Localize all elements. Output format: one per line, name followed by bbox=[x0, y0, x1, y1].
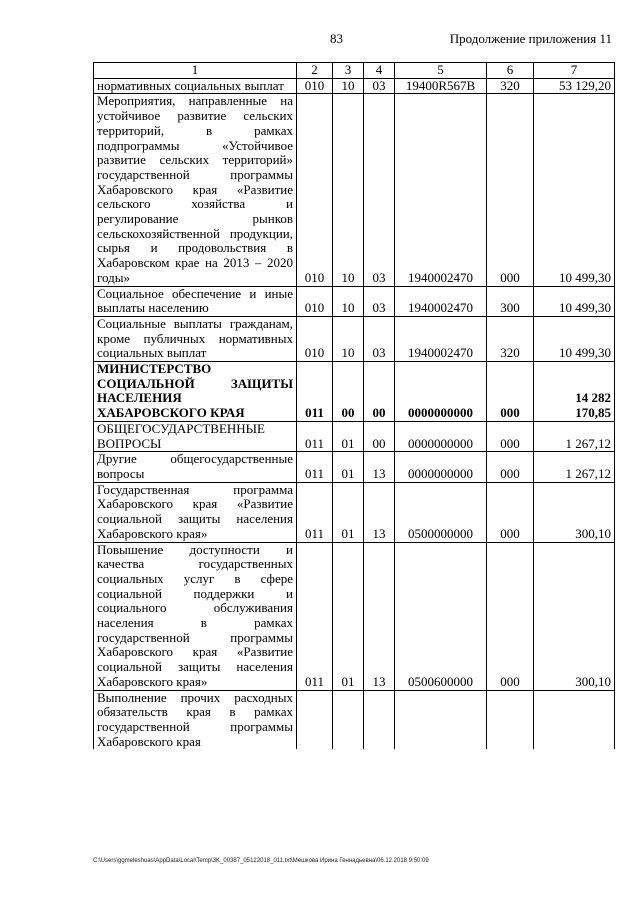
row-section: 01 bbox=[333, 452, 364, 482]
row-ministry-code: 010 bbox=[297, 78, 333, 94]
row-amount: 1 267,12 bbox=[534, 452, 615, 482]
row-ministry-code: 011 bbox=[297, 542, 333, 690]
row-target-article: 1940002470 bbox=[395, 286, 487, 316]
row-section: 10 bbox=[333, 286, 364, 316]
row-target-article: 1940002470 bbox=[395, 316, 487, 361]
file-path-footer: C:\Users\ggmeleshuas\AppData\Local\Temp\3K_00387_05122018_011.txt\Мешкова Ирина Геннадьевна\06.12.2018 9:50:09 bbox=[93, 858, 429, 864]
row-subsection: 13 bbox=[364, 482, 395, 542]
table-header-row bbox=[94, 63, 615, 79]
row-subsection: 03 bbox=[364, 286, 395, 316]
table-row bbox=[94, 78, 615, 94]
table-row bbox=[94, 94, 615, 286]
row-name: Другие общегосударственные вопросы bbox=[94, 452, 297, 482]
row-expense-type: 320 bbox=[487, 316, 534, 361]
row-expense-type: 000 bbox=[487, 94, 534, 286]
row-subsection: 03 bbox=[364, 94, 395, 286]
row-section: 01 bbox=[333, 421, 364, 451]
table-row bbox=[94, 482, 615, 542]
column-header: 3 bbox=[333, 63, 364, 79]
row-subsection: 13 bbox=[364, 452, 395, 482]
row-subsection bbox=[364, 690, 395, 749]
row-target-article bbox=[395, 690, 487, 749]
table-row bbox=[94, 452, 615, 482]
row-ministry-code: 010 bbox=[297, 286, 333, 316]
row-subsection: 03 bbox=[364, 316, 395, 361]
row-ministry-code: 011 bbox=[297, 421, 333, 451]
row-amount: 10 499,30 bbox=[534, 316, 615, 361]
row-name: Государственная программа Хабаровского края «Развитие социальной защиты населения Хабаровского края» bbox=[94, 482, 297, 542]
row-target-article: 0000000000 bbox=[395, 362, 487, 422]
row-expense-type: 000 bbox=[487, 421, 534, 451]
row-subsection: 13 bbox=[364, 542, 395, 690]
continuation-title: Продолжение приложения 11 bbox=[449, 31, 612, 46]
column-header: 5 bbox=[395, 63, 487, 79]
row-subsection: 03 bbox=[364, 78, 395, 94]
column-header: 4 bbox=[364, 63, 395, 79]
row-amount: 10 499,30 bbox=[534, 286, 615, 316]
row-target-article: 0500000000 bbox=[395, 482, 487, 542]
row-amount: 10 499,30 bbox=[534, 94, 615, 286]
row-section: 10 bbox=[333, 316, 364, 361]
row-name: нормативных социальных выплат bbox=[94, 78, 297, 94]
row-expense-type: 300 bbox=[487, 286, 534, 316]
row-name: МИНИСТЕРСТВО СОЦИАЛЬНОЙ ЗАЩИТЫ НАСЕЛЕНИЯ ХАБАРОВСКОГО КРАЯ bbox=[94, 362, 297, 422]
table-row bbox=[94, 421, 615, 451]
row-section: 01 bbox=[333, 542, 364, 690]
row-expense-type: 320 bbox=[487, 78, 534, 94]
row-name: Выполнение прочих расходных обязательств края в рамках государственной программы Хабаровского края bbox=[94, 690, 297, 749]
row-ministry-code: 011 bbox=[297, 452, 333, 482]
row-amount: 14 282 170,85 bbox=[534, 362, 615, 422]
row-name: ОБЩЕГОСУДАРСТВЕННЫЕ ВОПРОСЫ bbox=[94, 421, 297, 451]
budget-table bbox=[93, 62, 615, 749]
table-row bbox=[94, 690, 615, 749]
row-target-article: 0500600000 bbox=[395, 542, 487, 690]
row-target-article: 1940002470 bbox=[395, 94, 487, 286]
row-name: Социальные выплаты гражданам, кроме публичных нормативных социальных выплат bbox=[94, 316, 297, 361]
column-header: 1 bbox=[94, 63, 297, 79]
row-expense-type: 000 bbox=[487, 542, 534, 690]
row-amount: 300,10 bbox=[534, 542, 615, 690]
row-subsection: 00 bbox=[364, 362, 395, 422]
row-expense-type: 000 bbox=[487, 362, 534, 422]
page-number: 83 bbox=[330, 31, 343, 46]
row-subsection: 00 bbox=[364, 421, 395, 451]
table-row bbox=[94, 286, 615, 316]
row-section: 00 bbox=[333, 362, 364, 422]
row-ministry-code: 011 bbox=[297, 362, 333, 422]
row-amount: 1 267,12 bbox=[534, 421, 615, 451]
table-row bbox=[94, 316, 615, 361]
row-amount bbox=[534, 690, 615, 749]
row-ministry-code: 010 bbox=[297, 316, 333, 361]
row-ministry-code: 011 bbox=[297, 482, 333, 542]
row-section: 10 bbox=[333, 78, 364, 94]
row-name: Повышение доступности и качества государственных социальных услуг в сфере социальной поддержки и социального обслуживания населения в рамках государственной программы Хабаровского края «Развитие социальной защиты населения Хабаровского края» bbox=[94, 542, 297, 690]
column-header: 7 bbox=[534, 63, 615, 79]
row-name: Социальное обеспечение и иные выплаты населению bbox=[94, 286, 297, 316]
row-expense-type: 000 bbox=[487, 452, 534, 482]
row-target-article: 19400R567B bbox=[395, 78, 487, 94]
row-amount: 300,10 bbox=[534, 482, 615, 542]
row-target-article: 0000000000 bbox=[395, 452, 487, 482]
row-target-article: 0000000000 bbox=[395, 421, 487, 451]
row-name: Мероприятия, направленные на устойчивое развитие сельских территорий, в рамках подпрограммы «Устойчивое развитие сельских территорий» государственной программы Хабаровского края «Развитие сельского хозяйства и регулирование рынков сельскохозяйственной продукции, сырья и продовольствия в Хабаровском крае на 2013 – 2020 годы» bbox=[94, 94, 297, 286]
row-section: 01 bbox=[333, 482, 364, 542]
row-ministry-code: 010 bbox=[297, 94, 333, 286]
column-header: 2 bbox=[297, 63, 333, 79]
table-row bbox=[94, 542, 615, 690]
table-row bbox=[94, 362, 615, 422]
row-section bbox=[333, 690, 364, 749]
row-amount: 53 129,20 bbox=[534, 78, 615, 94]
row-expense-type: 000 bbox=[487, 482, 534, 542]
column-header: 6 bbox=[487, 63, 534, 79]
row-expense-type bbox=[487, 690, 534, 749]
row-section: 10 bbox=[333, 94, 364, 286]
row-ministry-code bbox=[297, 690, 333, 749]
